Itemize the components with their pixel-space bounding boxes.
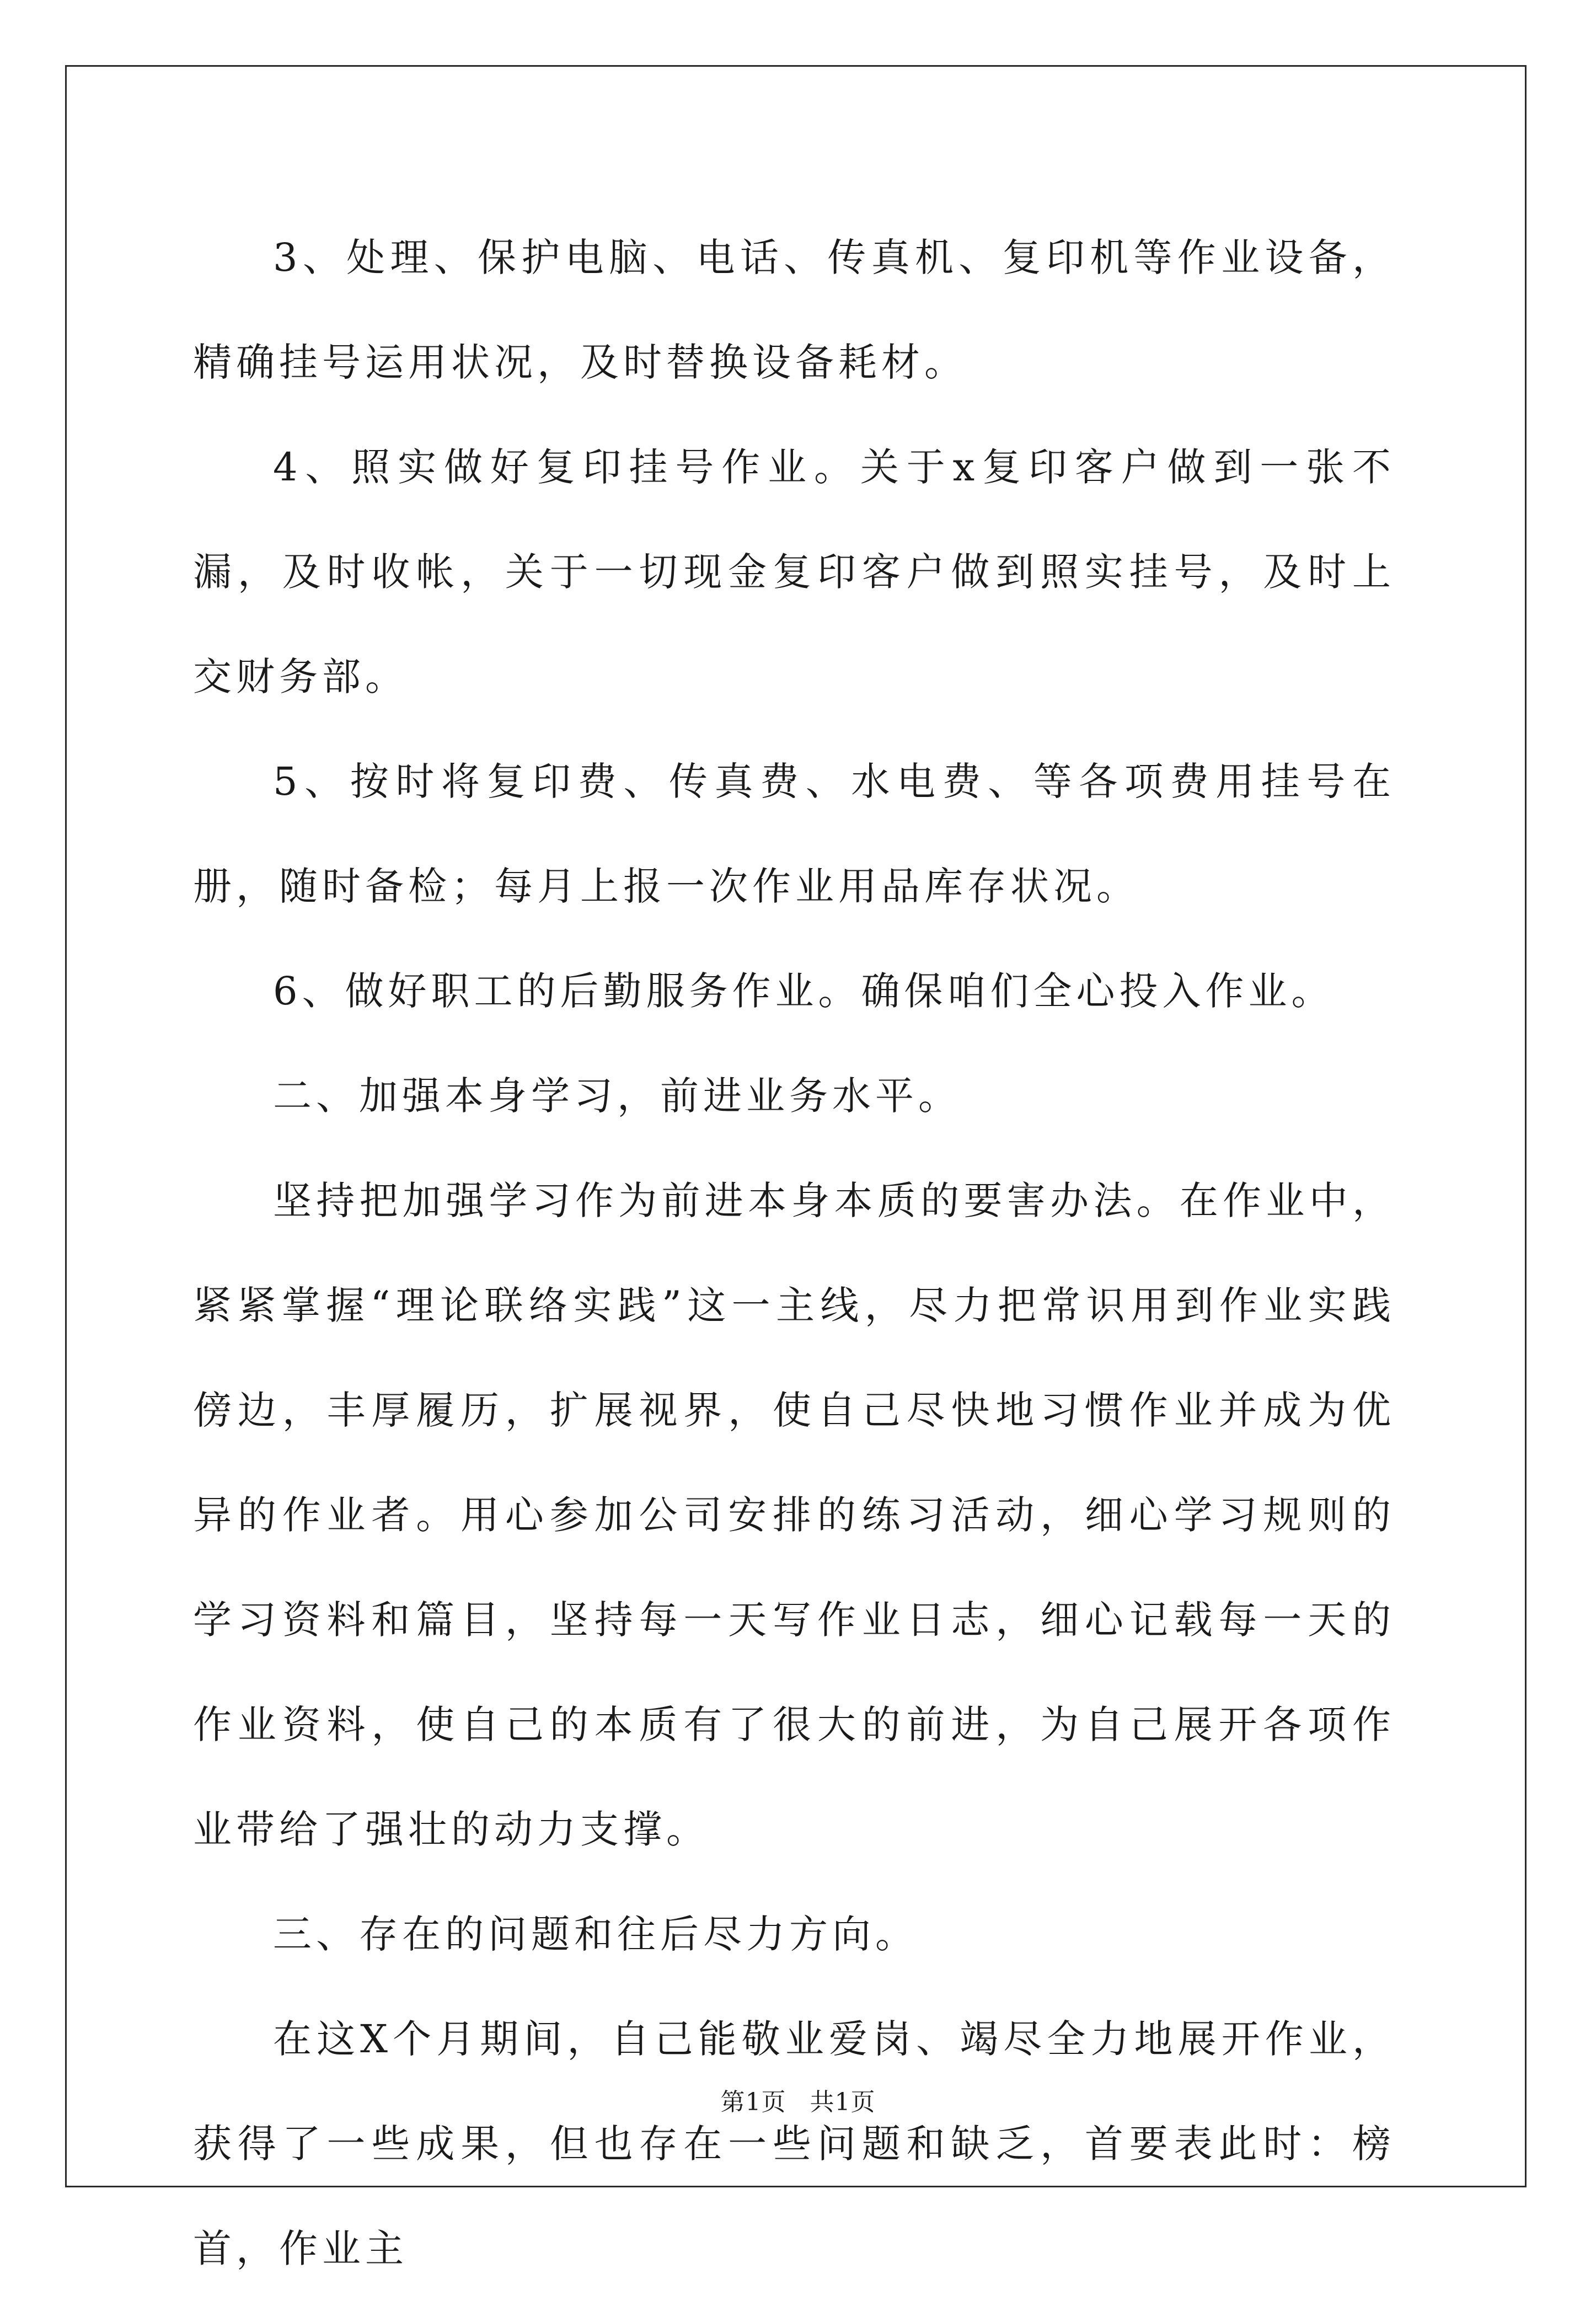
section-heading-3: 三、存在的问题和往后尽力方向。	[273, 1912, 918, 1957]
document-body	[193, 205, 1395, 2301]
paragraph-item-6: 6、做好职工的后勤服务作业。确保咱们全心投入作业。	[273, 968, 1335, 1014]
section-heading-2: 二、加强本身学习，前进业务水平。	[273, 1073, 961, 1119]
page-footer	[0, 2082, 1596, 2117]
paragraph-item-5: 5、按时将复印费、传真费、水电费、等各项费用挂号在册，随时备检；每月上报一次作业用品库存状况。	[193, 759, 1395, 909]
page-number-total: 共1页	[810, 2088, 876, 2116]
paragraph-item-3: 3、处理、保护电脑、电话、传真机、复印机等作业设备，精确挂号运用状况，及时替换设备耗材。	[193, 235, 1395, 385]
page-number-current: 第1页	[720, 2088, 786, 2116]
paragraph-item-4: 4、照实做好复印挂号作业。关于x复印客户做到一张不漏，及时收帐，关于一切现金复印客户做到照实挂号，及时上交财务部。	[193, 445, 1395, 699]
paragraph-problems: 在这X个月期间，自己能敬业爱岗、竭尽全力地展开作业，获得了一些成果，但也存在一些问题和缺乏，首要表此时：榜首，作业主	[193, 2016, 1395, 2271]
paragraph-learning: 坚持把加强学习作为前进本身本质的要害办法。在作业中，紧紧掌握“理论联络实践”这一主线，尽力把常识用到作业实践傍边，丰厚履历，扩展视界，使自己尽快地习惯作业并成为优异的作业者。用心参加公司安排的练习活动，细心学习规则的学习资料和篇目，坚持每一天写作业日志，细心记载每一天的作业资料，使自己的本质有了很大的前进，为自己展开各项作业带给了强壮的动力支撑。	[193, 1178, 1395, 1852]
